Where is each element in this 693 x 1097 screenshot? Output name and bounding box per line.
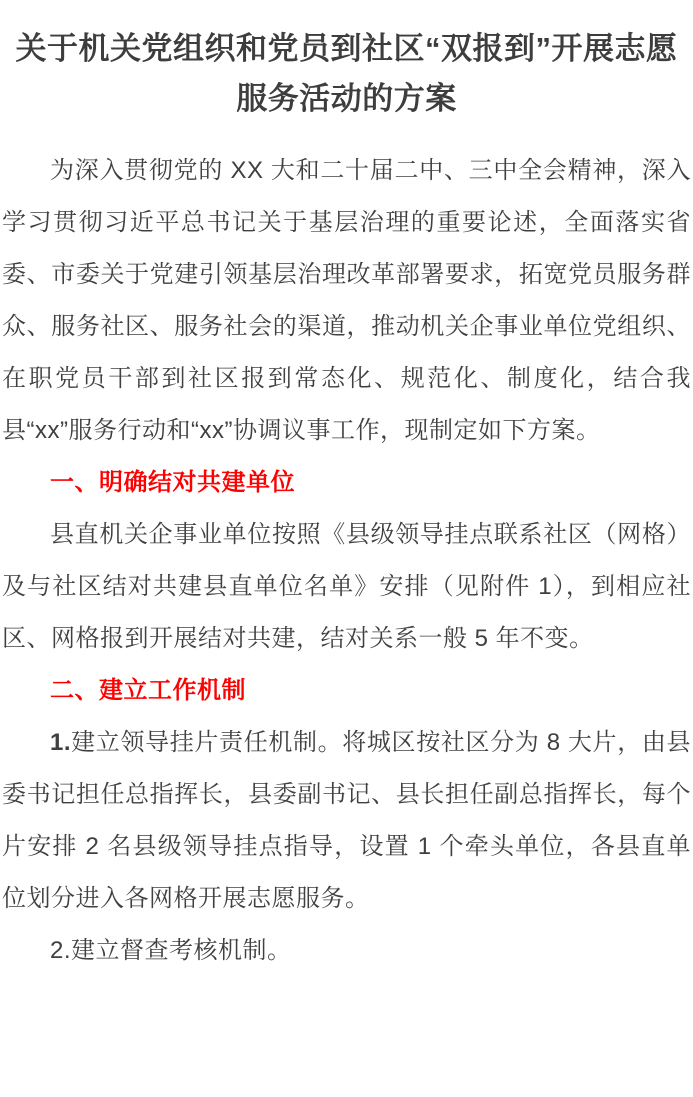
section-2-heading: 二、建立工作机制: [50, 677, 246, 704]
item-1-number: 1.: [50, 729, 72, 756]
item-2-text: 建立督查考核机制。: [71, 937, 292, 964]
item-1-text: 建立领导挂片责任机制。将城区按社区分为 8 大片，由县委书记担任总指挥长，县委副书记、县长担任副总指挥长，每个片安排 2 名县级领导挂点指导，设置 1 个牵头单位，各县直单位划分进入各网格开展志愿服务。: [2, 729, 691, 912]
item-2-number: 2.: [50, 937, 72, 964]
section-2-item-2: [2, 925, 691, 977]
section-2-item-1: [2, 717, 691, 925]
document-title: 关于机关党组织和党员到社区“双报到”开展志愿服务活动的方案: [15, 31, 678, 116]
intro-paragraph: 为深入贯彻党的 XX 大和二十届二中、三中全会精神，深入学习贯彻习近平总书记关于基层治理的重要论述，全面落实省委、市委关于党建引领基层治理改革部署要求，拓宽党员服务群众、服务社区、服务社会的渠道，推动机关企事业单位党组织、在职党员干部到社区报到常态化、规范化、制度化，结合我县“xx”服务行动和“xx”协调议事工作，现制定如下方案。: [2, 157, 691, 444]
section-1-body: 县直机关企事业单位按照《县级领导挂点联系社区（网格）及与社区结对共建县直单位名单》安排（见附件 1），到相应社区、网格报到开展结对共建，结对关系一般 5 年不变。: [2, 521, 691, 652]
section-1-heading: 一、明确结对共建单位: [50, 469, 295, 496]
